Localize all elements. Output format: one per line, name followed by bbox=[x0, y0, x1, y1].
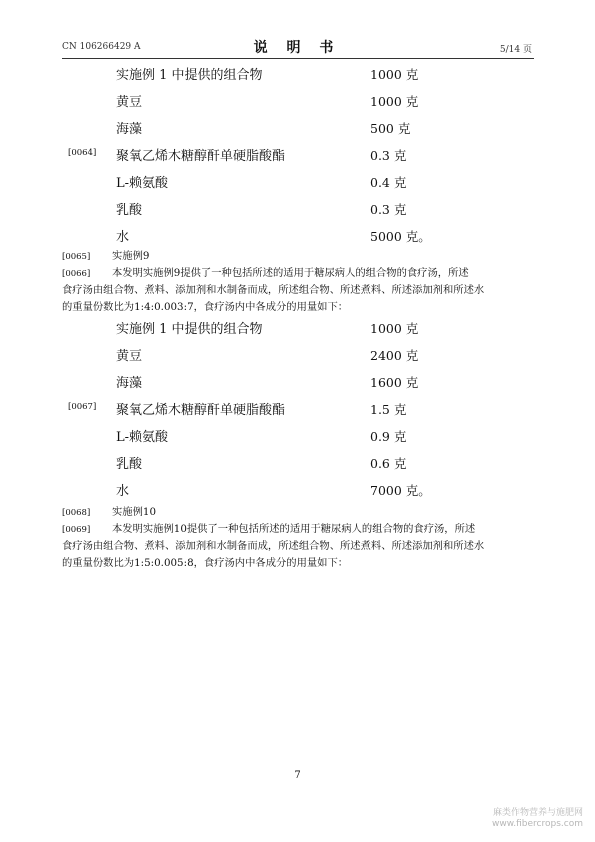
page-header bbox=[62, 36, 532, 56]
paragraph-line: 本发明实施例9提供了一种包括所述的适用于糖尿病人的组合物的食疗汤，所述 bbox=[112, 267, 469, 279]
paragraph-line: 食疗汤由组合物、煮料、添加剂和水制备而成，所述组合物、所述煮料、所述添加剂和所述水 bbox=[62, 284, 485, 296]
paragraph-line: 的重量份数比为1:4:0.003:7，食疗汤内中各成分的用量如下： bbox=[62, 301, 349, 313]
ingredient-amount: 0.3 克 bbox=[370, 148, 407, 163]
paragraph-0066 bbox=[62, 265, 534, 316]
ingredient-amount: 1.5 克 bbox=[370, 402, 407, 417]
ingredient-name: 水 bbox=[116, 484, 130, 499]
paragraph-number: [0069] bbox=[62, 525, 91, 535]
paragraph-number: [0064] bbox=[68, 148, 97, 158]
paragraph-0069 bbox=[62, 521, 534, 572]
document-title: 说 明 书 bbox=[253, 40, 341, 56]
ingredient-amount: 0.3 克 bbox=[370, 202, 407, 217]
ingredient-amount: 1000 克 bbox=[370, 67, 419, 82]
site-watermark bbox=[492, 808, 583, 830]
watermark-line: www.fibercrops.com bbox=[492, 819, 583, 829]
ingredient-amount: 0.6 克 bbox=[370, 456, 407, 471]
ingredient-name: 海藻 bbox=[116, 122, 143, 137]
ingredient-name: 实施例 1 中提供的组合物 bbox=[116, 68, 263, 83]
ingredient-name: L-赖氨酸 bbox=[116, 176, 169, 191]
ingredient-name: 乳酸 bbox=[116, 203, 143, 218]
ingredient-name: 海藻 bbox=[116, 376, 143, 391]
header-rule bbox=[62, 58, 534, 59]
paragraph-number: [0066] bbox=[62, 269, 91, 279]
ingredient-amount: 2400 克 bbox=[370, 348, 419, 363]
ingredient-name: 实施例 1 中提供的组合物 bbox=[116, 322, 263, 337]
ingredient-name: 聚氧乙烯木糖醇酐单硬脂酸酯 bbox=[116, 149, 286, 164]
paragraph-number: [0068] bbox=[62, 508, 91, 518]
ingredient-name: 黄豆 bbox=[116, 95, 143, 110]
ingredient-amount: 7000 克。 bbox=[370, 483, 431, 498]
ingredient-name: 黄豆 bbox=[116, 349, 143, 364]
paragraph-line: 的重量份数比为1:5:0.005:8，食疗汤内中各成分的用量如下： bbox=[62, 557, 349, 569]
paragraph-line: 食疗汤由组合物、煮料、添加剂和水制备而成，所述组合物、所述煮料、所述添加剂和所述水 bbox=[62, 540, 485, 552]
page-indicator: 5/14 页 bbox=[499, 45, 532, 55]
ingredient-amount: 500 克 bbox=[370, 121, 411, 136]
ingredient-name: L-赖氨酸 bbox=[116, 430, 169, 445]
ingredient-amount: 1600 克 bbox=[370, 375, 419, 390]
paragraph-number: [0067] bbox=[68, 402, 97, 412]
page-number: 7 bbox=[294, 770, 301, 781]
ingredient-amount: 1000 克 bbox=[370, 94, 419, 109]
paragraph-line: 本发明实施例10提供了一种包括所述的适用于糖尿病人的组合物的食疗汤，所述 bbox=[112, 523, 476, 535]
ingredient-amount: 5000 克。 bbox=[370, 229, 431, 244]
section-heading: 实施例10 bbox=[112, 506, 156, 518]
section-heading: 实施例9 bbox=[112, 250, 150, 262]
ingredient-name: 乳酸 bbox=[116, 457, 143, 472]
ingredient-name: 聚氧乙烯木糖醇酐单硬脂酸酯 bbox=[116, 403, 286, 418]
ingredient-amount: 1000 克 bbox=[370, 321, 419, 336]
ingredient-name: 水 bbox=[116, 230, 130, 245]
patent-number: CN 106266429 A bbox=[62, 42, 141, 52]
watermark-line: 麻类作物营养与施肥网 bbox=[492, 808, 583, 818]
paragraph-number: [0065] bbox=[62, 252, 91, 262]
ingredient-amount: 0.4 克 bbox=[370, 175, 407, 190]
ingredient-amount: 0.9 克 bbox=[370, 429, 407, 444]
